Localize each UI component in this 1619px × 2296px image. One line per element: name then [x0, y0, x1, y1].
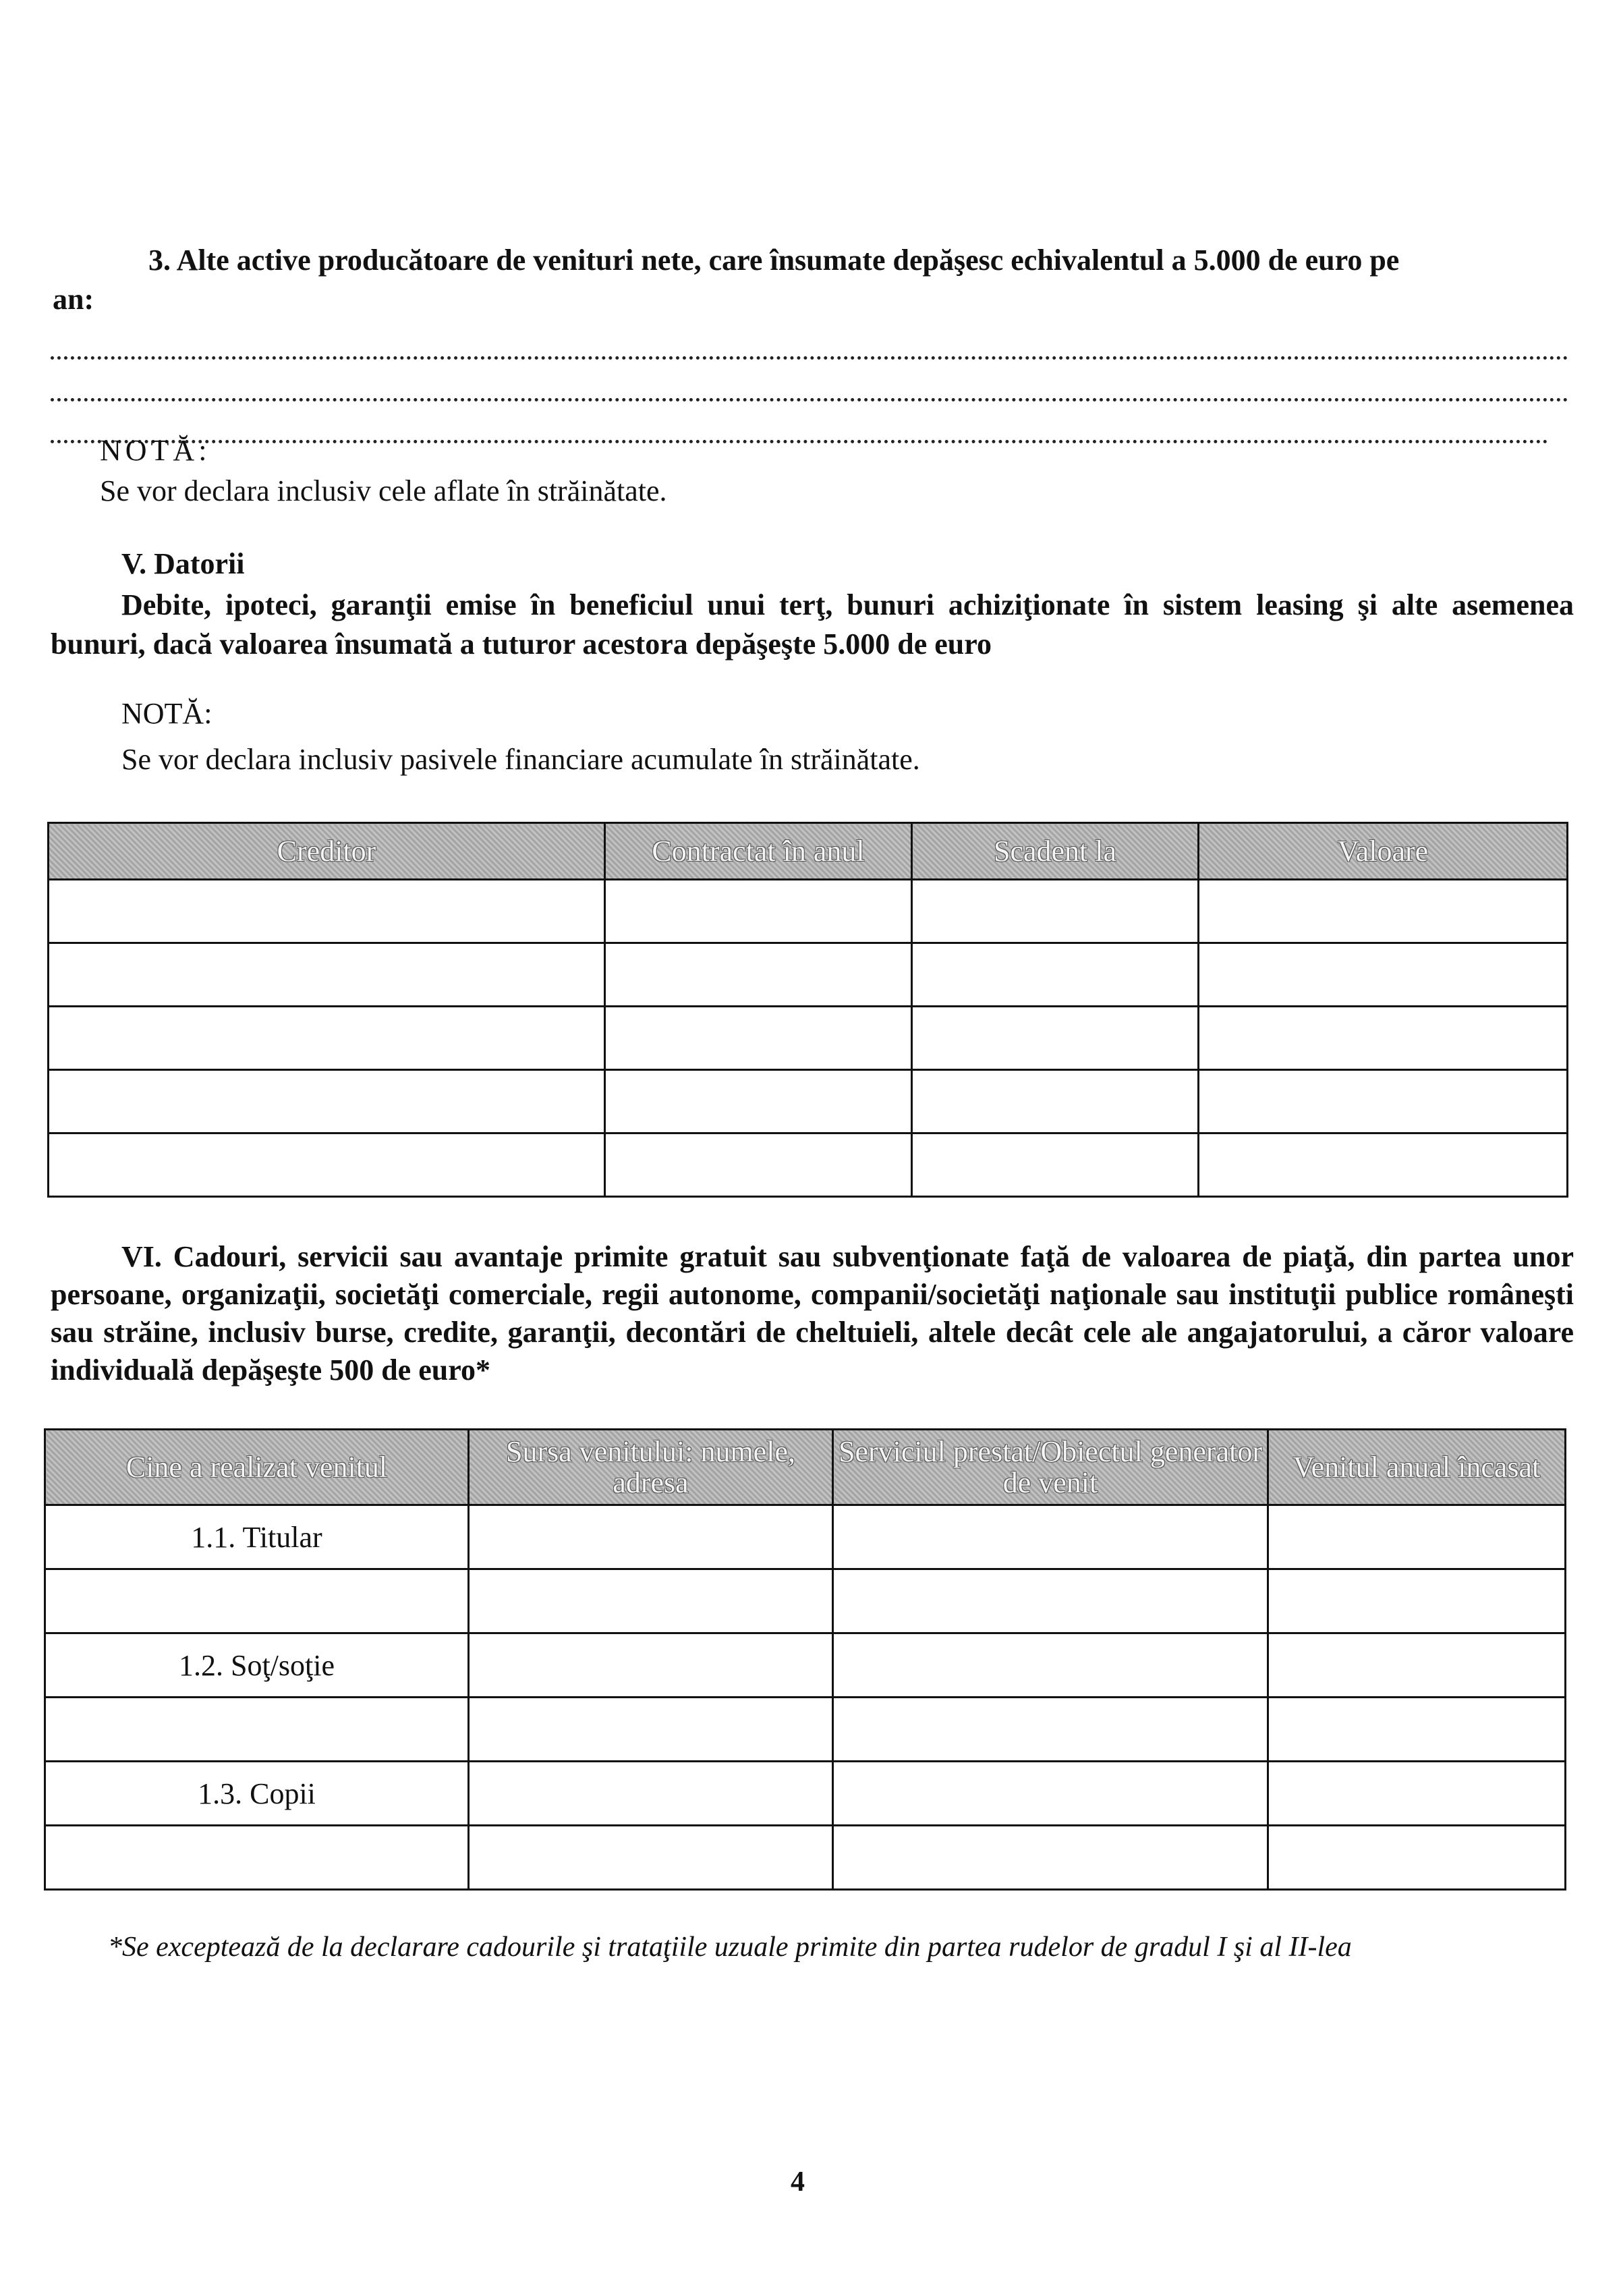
table-cell[interactable] — [1268, 1698, 1566, 1762]
table-cell[interactable] — [1268, 1826, 1566, 1890]
row-label-spouse: 1.2. Soţ/soţie — [45, 1633, 469, 1698]
section-5-description: Debite, ipoteci, garanţii emise în beneficiul unui terţ, bunuri achiziţionate în sistem leasing şi alte asemenea bunuri, dacă valoarea însumată a tuturor acestora depăşeşte 5.000 de euro — [51, 588, 1574, 661]
table-cell[interactable] — [469, 1569, 833, 1633]
table-row — [45, 1826, 1566, 1890]
section-5-heading: V. Datorii — [121, 547, 245, 580]
table-cell[interactable] — [1268, 1505, 1566, 1569]
column-header-value: Valoare — [1199, 823, 1568, 880]
row-label-empty — [45, 1698, 469, 1762]
table-header-row — [49, 823, 1568, 880]
table-row — [49, 1007, 1568, 1070]
note-label: NOTĂ: — [121, 697, 212, 730]
table-row — [49, 880, 1568, 943]
table-cell[interactable] — [49, 1070, 605, 1133]
table-row — [45, 1505, 1566, 1569]
table-cell[interactable] — [49, 880, 605, 943]
table-row — [45, 1569, 1566, 1633]
table-cell[interactable] — [833, 1633, 1268, 1698]
table-cell[interactable] — [912, 880, 1199, 943]
table-cell[interactable] — [1268, 1633, 1566, 1698]
section-6-description: VI. Cadouri, servicii sau avantaje primite gratuit sau subvenţionate faţă de valoarea de piaţă, din partea unor persoane, organizaţii, societăţi comerciale, regii autonome, companii/societăţi naţionale sau instituţii publice româneşti sau străine, inclusiv burse, credite, garanţii, decontări de cheltuieli, altele decât cele ale angajatorului, a căror valoare individuală depăşeşte 500 de euro* — [51, 1240, 1574, 1387]
table-row — [45, 1633, 1566, 1698]
table-cell[interactable] — [833, 1698, 1268, 1762]
dotted-fill-line — [51, 398, 1568, 401]
row-label-titular: 1.1. Titular — [45, 1505, 469, 1569]
section-3-title-continuation: an: — [53, 283, 94, 316]
column-header-income-source: Sursa venitului: numele, adresa — [469, 1430, 833, 1505]
table-cell[interactable] — [605, 1070, 912, 1133]
dotted-fill-line — [51, 440, 1548, 443]
table-cell[interactable] — [912, 943, 1199, 1007]
table-cell[interactable] — [1268, 1762, 1566, 1826]
table-row — [45, 1762, 1566, 1826]
row-label-children: 1.3. Copii — [45, 1762, 469, 1826]
note-text: Se vor declara inclusiv pasivele financiare acumulate în străinătate. — [121, 743, 920, 776]
table-cell[interactable] — [912, 1133, 1199, 1197]
gifts-table — [44, 1428, 1566, 1891]
column-header-creditor: Creditor — [49, 823, 605, 880]
table-cell[interactable] — [605, 1007, 912, 1070]
table-cell[interactable] — [833, 1505, 1268, 1569]
table-cell[interactable] — [1199, 1070, 1568, 1133]
table-cell[interactable] — [469, 1633, 833, 1698]
column-header-contract-year: Contractat în anul — [605, 823, 912, 880]
table-cell[interactable] — [49, 1133, 605, 1197]
table-cell[interactable] — [605, 943, 912, 1007]
column-header-annual-income: Venitul anual încasat — [1268, 1430, 1566, 1505]
debts-table — [47, 822, 1568, 1198]
table-cell[interactable] — [49, 943, 605, 1007]
table-cell[interactable] — [469, 1762, 833, 1826]
table-cell[interactable] — [1199, 1133, 1568, 1197]
column-header-service-provided: Serviciul prestat/Obiectul generator de venit — [833, 1430, 1268, 1505]
table-cell[interactable] — [469, 1826, 833, 1890]
column-header-due-date: Scadent la — [912, 823, 1199, 880]
table-cell[interactable] — [1199, 943, 1568, 1007]
table-cell[interactable] — [912, 1007, 1199, 1070]
table-row — [49, 943, 1568, 1007]
table-cell[interactable] — [912, 1070, 1199, 1133]
table-cell[interactable] — [1199, 880, 1568, 943]
dotted-fill-line — [51, 356, 1568, 360]
table-cell[interactable] — [1199, 1007, 1568, 1070]
page-number: 4 — [791, 2166, 805, 2197]
table-cell[interactable] — [469, 1698, 833, 1762]
row-label-empty — [45, 1826, 469, 1890]
note-label: NOTĂ: — [100, 434, 211, 467]
table-row — [45, 1698, 1566, 1762]
table-header-row — [45, 1430, 1566, 1505]
column-header-income-earner: Cine a realizat venitul — [45, 1430, 469, 1505]
table-cell[interactable] — [833, 1762, 1268, 1826]
table-cell[interactable] — [1268, 1569, 1566, 1633]
table-cell[interactable] — [469, 1505, 833, 1569]
table-cell[interactable] — [833, 1569, 1268, 1633]
table-cell[interactable] — [833, 1826, 1268, 1890]
footnote: *Se exceptează de la declarare cadourile şi trataţiile uzuale primite din partea rudelor de gradul I şi al II-lea — [108, 1932, 1352, 1963]
row-label-empty — [45, 1569, 469, 1633]
section-3-title: 3. Alte active producătoare de venituri nete, care însumate depăşesc echivalentul a 5.000 de euro pe — [148, 244, 1400, 277]
table-row — [49, 1133, 1568, 1197]
table-cell[interactable] — [49, 1007, 605, 1070]
table-cell[interactable] — [605, 880, 912, 943]
table-cell[interactable] — [605, 1133, 912, 1197]
table-row — [49, 1070, 1568, 1133]
note-text: Se vor declara inclusiv cele aflate în străinătate. — [100, 474, 667, 507]
